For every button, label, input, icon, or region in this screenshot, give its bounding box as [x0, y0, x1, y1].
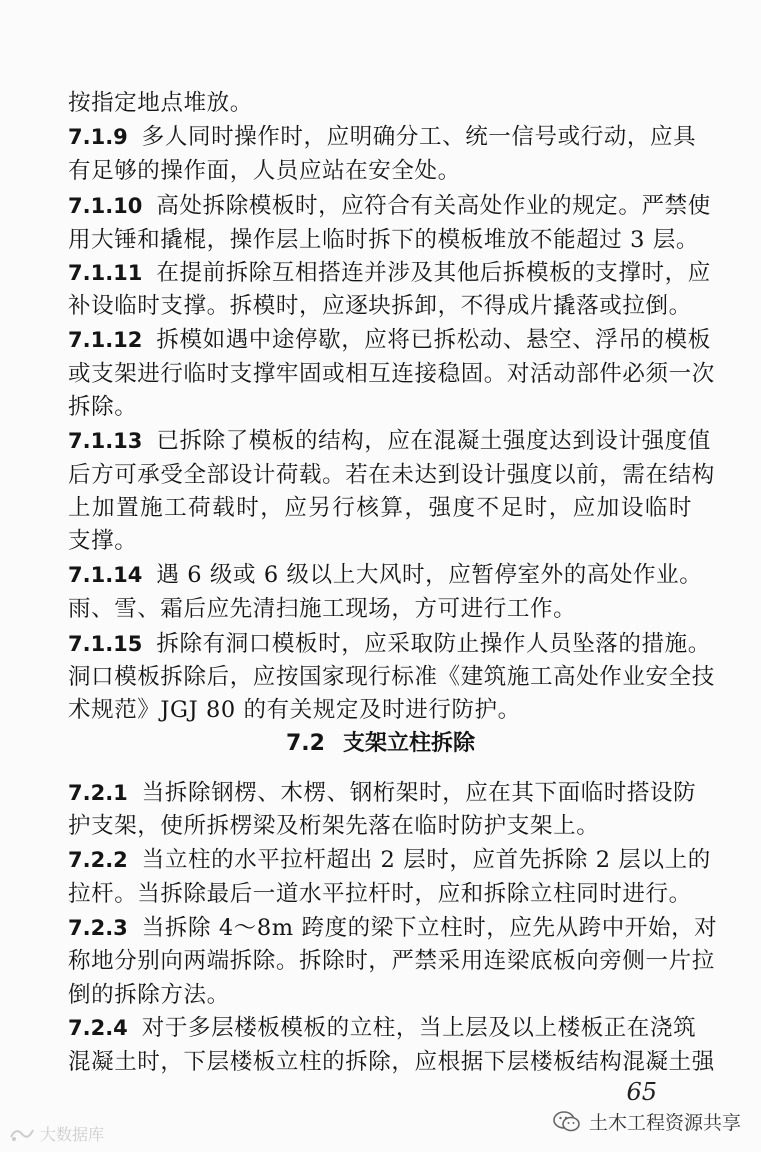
clause-text: 拆除有洞口模板时，应采取防止操作人员坠落的措施。 — [156, 631, 711, 657]
watermark-right — [553, 1108, 741, 1135]
clause-text: 洞口模板拆除后，应按国家现行标准《建筑施工高处作业安全技 — [68, 664, 715, 690]
clause-text: 多人同时操作时，应明确分工、统一信号或行动，应具 — [141, 124, 697, 150]
clause-text: 当立柱的水平拉杆超出 2 层时，应首先拆除 2 层以上的 — [141, 847, 711, 873]
text-line — [68, 524, 692, 558]
clause-text: 在提前拆除互相搭连并涉及其他后拆模板的支撑时，应 — [156, 260, 711, 286]
text-line — [68, 189, 711, 223]
text-line — [68, 390, 692, 424]
clause-text: 混凝土时，下层楼板立柱的拆除，应根据下层楼板结构混凝土强 — [68, 1049, 715, 1075]
clause-text: 支撑。 — [68, 528, 138, 554]
logo-icon — [8, 1125, 36, 1143]
text-line — [68, 86, 692, 120]
clause-text: 高处拆除模板时，应符合有关高处作业的规定。严禁使 — [156, 193, 711, 219]
text-line — [68, 1045, 715, 1079]
text-line — [68, 120, 697, 154]
text-line — [68, 660, 715, 694]
text-line — [68, 357, 715, 391]
watermark-left-text: 大数据库 — [40, 1125, 105, 1144]
clause-text: 或支架进行临时支撑牢固或相互连接稳固。对活动部件必须一次 — [68, 361, 715, 387]
text-line — [68, 776, 697, 810]
clause-text: 按指定地点堆放。 — [68, 90, 253, 116]
watermark-right-text: 土木工程资源共享 — [588, 1112, 741, 1134]
clause-number: 7.1.11 — [68, 261, 143, 285]
clause-number: 7.2.3 — [68, 916, 128, 940]
clause-number: 7.2.2 — [68, 848, 128, 872]
text-line — [68, 843, 711, 877]
section-title: 支架立柱拆除 — [342, 731, 475, 756]
clause-text: 拆模如遇中途停歇，应将已拆松动、悬空、浮吊的模板 — [156, 327, 711, 353]
clause-text: 拉杆。当拆除最后一道水平拉杆时，应和拆除立柱同时进行。 — [68, 881, 692, 907]
text-line — [68, 978, 692, 1012]
clause-number: 7.1.10 — [68, 194, 143, 218]
clause-text: 当拆除 4～8m 跨度的梁下立柱时，应先从跨中开始，对 — [141, 915, 718, 941]
clause-text: 当拆除钢楞、木楞、钢桁架时，应在其下面临时搭设防 — [141, 780, 697, 806]
text-line — [68, 693, 692, 727]
clause-text: 术规范》JGJ 80 的有关规定及时进行防护。 — [68, 697, 521, 723]
clause-number: 7.1.12 — [68, 328, 143, 352]
text-line — [68, 289, 692, 323]
clause-text: 对于多层楼板模板的立柱，当上层及以上楼板正在浇筑 — [141, 1015, 697, 1041]
clause-number: 7.2.4 — [68, 1016, 128, 1040]
page-number: 65 — [626, 1078, 657, 1106]
text-line — [68, 911, 718, 945]
text-line — [68, 424, 711, 458]
section-heading — [0, 727, 761, 761]
wechat-icon — [553, 1111, 581, 1133]
clause-text: 有足够的操作面，人员应站在安全处。 — [68, 158, 461, 184]
clause-number: 7.1.9 — [68, 125, 128, 149]
clause-text: 上加置施工荷载时，应另行核算，强度不足时，应加设临时 — [68, 495, 692, 521]
clause-number: 7.2.1 — [68, 781, 128, 805]
text-line — [68, 323, 711, 357]
clause-text: 倒的拆除方法。 — [68, 982, 230, 1008]
text-line — [68, 558, 703, 592]
text-line — [68, 627, 711, 661]
text-line — [68, 458, 715, 492]
clause-text: 已拆除了模板的结构，应在混凝土强度达到设计强度值 — [156, 428, 711, 454]
clause-text: 用大锤和撬棍，操作层上临时拆下的模板堆放不能超过 3 层。 — [68, 227, 700, 253]
text-line — [68, 592, 692, 626]
text-line — [68, 877, 692, 911]
text-line — [68, 491, 692, 525]
section-number: 7.2 — [286, 731, 325, 756]
text-line — [68, 809, 692, 843]
clause-number: 7.1.14 — [68, 563, 143, 587]
text-line — [68, 1011, 697, 1045]
clause-text: 拆除。 — [68, 394, 138, 420]
clause-text: 雨、雪、霜后应先清扫施工现场，方可进行工作。 — [68, 596, 577, 622]
clause-number: 7.1.13 — [68, 429, 143, 453]
text-line — [68, 256, 711, 290]
clause-number: 7.1.15 — [68, 632, 143, 656]
clause-text: 补设临时支撑。拆模时，应逐块拆卸，不得成片撬落或拉倒。 — [68, 293, 692, 319]
text-line — [68, 154, 692, 188]
text-line — [68, 223, 700, 257]
clause-text: 后方可承受全部设计荷载。若在未达到设计强度以前，需在结构 — [68, 462, 715, 488]
text-line — [68, 944, 715, 978]
clause-text: 遇 6 级或 6 级以上大风时，应暂停室外的高处作业。 — [156, 562, 703, 588]
clause-text: 称地分别向两端拆除。拆除时，严禁采用连梁底板向旁侧一片拉 — [68, 948, 715, 974]
watermark-left — [8, 1122, 104, 1145]
clause-text: 护支架，使所拆楞梁及桁架先落在临时防护支架上。 — [68, 813, 600, 839]
